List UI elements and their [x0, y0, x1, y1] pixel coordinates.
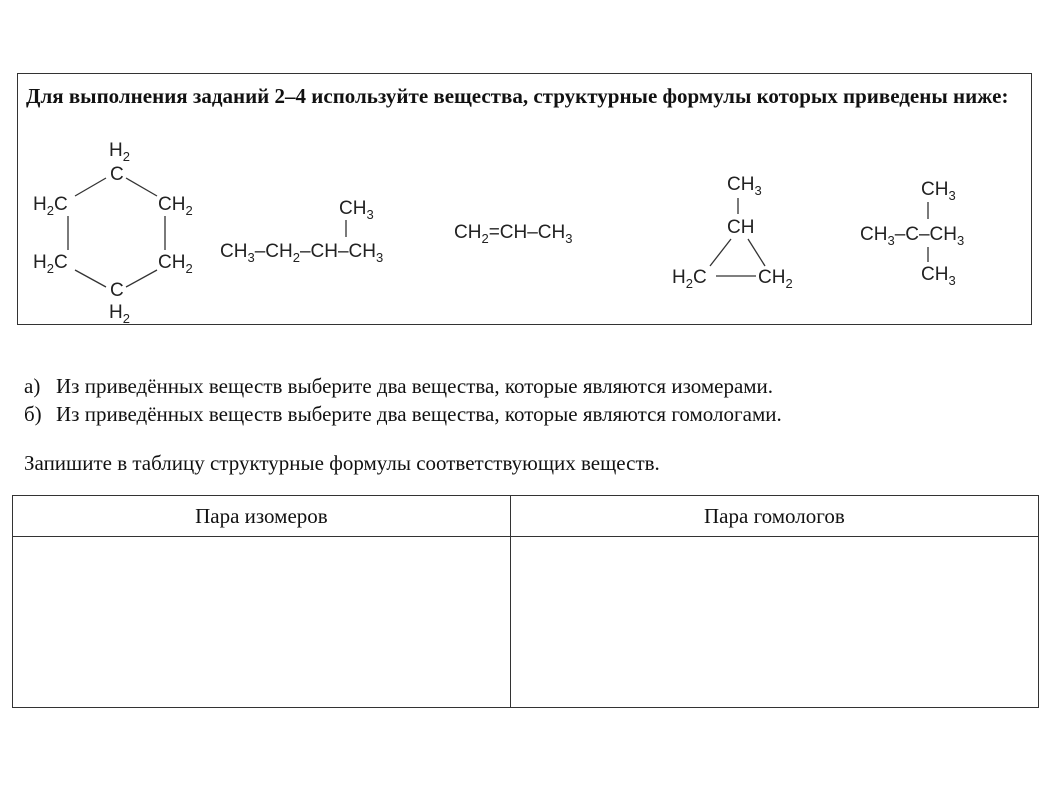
middle-label: CH	[727, 217, 755, 238]
left-lower-label: $H_2C$	[33, 252, 68, 276]
bottom-c-label: C	[110, 280, 124, 301]
header-homologs: Пара гомологов	[510, 496, 1038, 537]
right-label: $CH_2$	[758, 267, 793, 291]
right-upper-label: $CH_2$	[158, 194, 193, 218]
branch-label: $CH_3$	[339, 198, 374, 222]
question-b	[24, 401, 782, 427]
question-text: Из приведённых веществ выберите два вещества, которые являются гомологами.	[56, 402, 782, 426]
question-letter: а)	[24, 374, 41, 398]
question-text: Из приведённых веществ выберите два вещества, которые являются изомерами.	[56, 374, 774, 398]
top-label: $CH_3$	[727, 174, 762, 198]
instruction-text: Запишите в таблицу структурные формулы соответствующих веществ.	[24, 451, 660, 475]
right-lower-label: $CH_2$	[158, 252, 193, 276]
left-upper-label: $H_2C$	[33, 194, 68, 218]
left-label: $H_2C$	[672, 267, 707, 291]
answer-table	[12, 495, 1039, 708]
table-header-row	[13, 496, 1039, 537]
answer-cell-homologs[interactable]	[510, 537, 1038, 708]
task-box	[17, 73, 1032, 325]
header-isomers: Пара изомеров	[13, 496, 511, 537]
top-label: $CH_3$	[921, 179, 956, 203]
top-h-label: $H_2$	[109, 140, 130, 164]
question-letter: б)	[24, 402, 42, 426]
question-a	[24, 373, 773, 399]
answer-cell-isomers[interactable]	[13, 537, 511, 708]
chain-label: $CH_3-C-CH_3$	[860, 224, 965, 248]
top-c-label: C	[110, 164, 124, 185]
table-row	[13, 537, 1039, 708]
chain-label: $CH_2=CH-CH_3$	[454, 222, 573, 246]
chain-label: $CH_3-CH_2-CH-CH_3$	[220, 241, 384, 265]
task-intro: Для выполнения заданий 2–4 используйте вещества, структурные формулы которых приведены ниже:	[26, 84, 1009, 108]
bottom-label: $CH_3$	[921, 264, 956, 288]
bottom-h-label: $H_2$	[109, 302, 130, 326]
